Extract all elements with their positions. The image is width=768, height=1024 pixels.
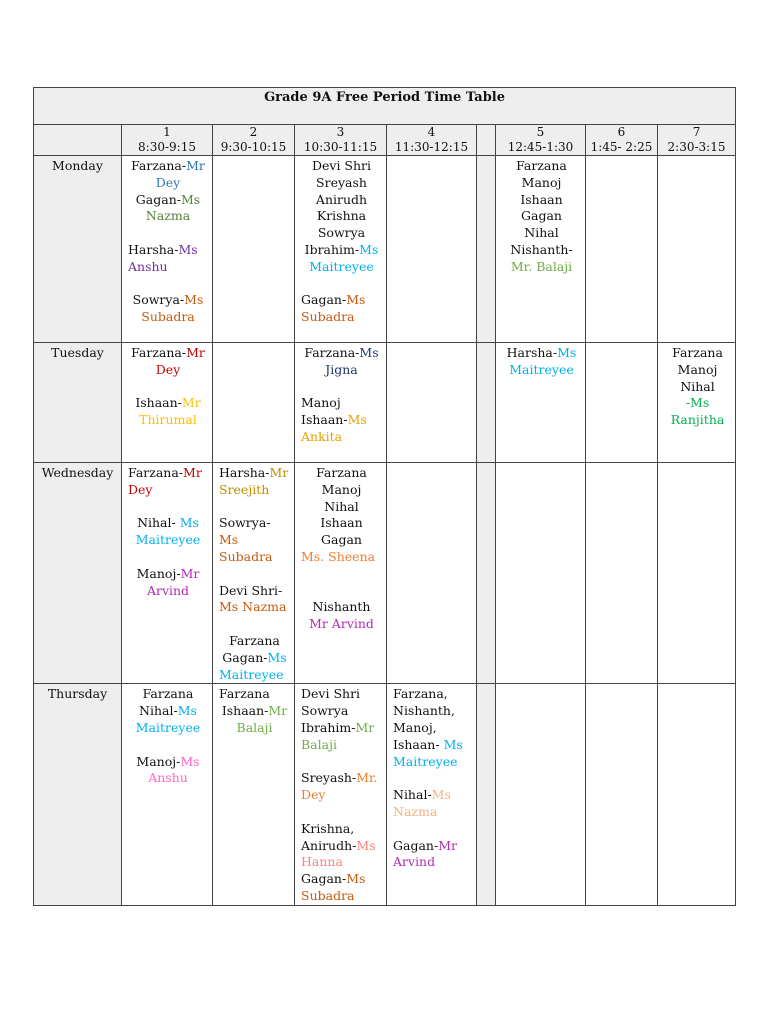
cell-monday-p7 bbox=[658, 156, 736, 343]
entry-line: Sowrya- bbox=[219, 515, 271, 531]
teacher-name: Anshu bbox=[148, 770, 188, 786]
entry-line bbox=[301, 787, 382, 804]
teacher-name: Maitreyee bbox=[309, 258, 374, 274]
teacher-name: Maitreyee bbox=[219, 666, 284, 682]
entry-line bbox=[502, 242, 581, 259]
cell-wednesday-p2 bbox=[213, 463, 295, 684]
student-name: Farzana bbox=[304, 345, 356, 360]
teacher-name: Ms bbox=[443, 736, 463, 752]
teacher-name: Subadra bbox=[301, 309, 355, 325]
day-label-monday: Monday bbox=[34, 156, 122, 343]
teacher-name: Ms bbox=[431, 787, 451, 803]
day-label-thursday: Thursday bbox=[34, 684, 122, 905]
entry-line bbox=[128, 566, 208, 583]
entry-line bbox=[301, 345, 382, 362]
entry-line: Anirudh bbox=[315, 191, 368, 207]
entry-line: Nihal bbox=[680, 378, 715, 394]
cell-thursday-p7 bbox=[658, 684, 736, 905]
student-name: Gagan bbox=[301, 871, 342, 887]
entry-line: Farzana bbox=[316, 465, 367, 480]
entry-line bbox=[128, 532, 208, 549]
period-header-text: 2 bbox=[249, 125, 258, 139]
student-name: - bbox=[181, 158, 187, 173]
entry-line: Nihal bbox=[324, 498, 359, 514]
period-header-row bbox=[34, 125, 736, 156]
teacher-name: -Ms bbox=[685, 395, 710, 411]
student-name: Ishaan bbox=[221, 703, 265, 719]
entry-line bbox=[301, 838, 382, 855]
entry-line bbox=[128, 583, 208, 600]
cell-wednesday-p5 bbox=[496, 463, 586, 684]
student-name: - bbox=[351, 719, 356, 735]
period-header-text: 2:30-3:15 bbox=[667, 140, 726, 154]
row-monday bbox=[34, 156, 736, 343]
entry-line bbox=[393, 737, 472, 754]
cell-monday-p6 bbox=[586, 156, 658, 343]
blank-line bbox=[301, 754, 382, 771]
entry-line: Sreyash bbox=[316, 174, 367, 190]
teacher-name: Balaji bbox=[236, 719, 273, 735]
teacher-name: Mr bbox=[186, 345, 205, 360]
student-name: - bbox=[341, 292, 347, 308]
entry-line bbox=[128, 292, 208, 309]
entry-line bbox=[128, 412, 208, 429]
cell-monday-p4 bbox=[387, 156, 477, 343]
entry-line bbox=[301, 720, 382, 737]
entry-line bbox=[393, 838, 472, 855]
period-header-text: 9:30-10:15 bbox=[220, 140, 287, 154]
entry-line: Sowrya bbox=[317, 225, 366, 241]
entry-line bbox=[128, 192, 208, 209]
entry-line bbox=[219, 465, 290, 482]
entry-line: Nishanth, bbox=[393, 703, 455, 719]
entry-line bbox=[664, 395, 731, 412]
teacher-name: Anshu bbox=[128, 258, 168, 274]
entry-line bbox=[128, 175, 208, 192]
entry-line bbox=[219, 650, 290, 667]
cell-thursday-p5 bbox=[496, 684, 586, 905]
entry-line bbox=[128, 208, 208, 225]
teacher-name: Dey bbox=[155, 174, 181, 190]
teacher-name: Mr bbox=[268, 703, 288, 719]
teacher-name: Maitreyee bbox=[509, 361, 574, 377]
cell-wednesday-p4 bbox=[387, 463, 477, 684]
teacher-name: Ms bbox=[347, 412, 367, 428]
entry-line bbox=[128, 703, 208, 720]
cell-monday-p2 bbox=[213, 156, 295, 343]
student-name: Ibrahim bbox=[301, 719, 352, 735]
period-header-4 bbox=[387, 125, 477, 156]
teacher-name: Ankita bbox=[301, 428, 343, 444]
entry-line bbox=[128, 465, 208, 482]
student-name: Gagan bbox=[135, 191, 177, 207]
student-name: - bbox=[179, 292, 185, 308]
entry-line bbox=[128, 309, 208, 326]
teacher-name: Ms bbox=[359, 345, 379, 360]
entry-line: Manoj, bbox=[393, 719, 437, 735]
cell-thursday-p6 bbox=[586, 684, 658, 905]
teacher-name: Ms bbox=[346, 871, 366, 887]
teacher-name: Mr bbox=[186, 158, 205, 173]
entry-line: Devi Shri bbox=[301, 686, 361, 702]
teacher-name: Subadra bbox=[301, 887, 355, 903]
timetable bbox=[33, 87, 736, 906]
entry-line: Nihal bbox=[524, 225, 559, 241]
timetable-title: Grade 9A Free Period Time Table bbox=[34, 88, 736, 125]
teacher-name: Ms. Sheena bbox=[301, 548, 376, 564]
teacher-name: Jigna bbox=[325, 361, 358, 377]
cell-tuesday-p4 bbox=[387, 343, 477, 463]
student-name: Nihal- bbox=[137, 515, 180, 531]
blank-line bbox=[128, 499, 208, 516]
teacher-name: Ms bbox=[557, 345, 577, 360]
teacher-name: Nazma bbox=[393, 803, 438, 819]
corner-cell bbox=[34, 125, 122, 156]
student-name: - bbox=[552, 345, 558, 360]
student-name: Sreyash bbox=[301, 770, 352, 786]
cell-tuesday-p7 bbox=[658, 343, 736, 463]
entry-line bbox=[393, 804, 472, 821]
period-header-3 bbox=[295, 125, 387, 156]
student-name: - bbox=[177, 395, 182, 411]
period-header-text: 8:30-9:15 bbox=[138, 140, 196, 154]
student-name: Farzana bbox=[131, 158, 182, 173]
day-label-tuesday: Tuesday bbox=[34, 343, 122, 463]
blank-line bbox=[301, 583, 382, 600]
cell-tuesday-p3 bbox=[295, 343, 387, 463]
blank-line bbox=[301, 566, 382, 583]
period-header-7 bbox=[658, 125, 736, 156]
blank-line bbox=[301, 379, 382, 396]
entry-line: Farzana bbox=[516, 158, 567, 173]
cell-wednesday-p3 bbox=[295, 463, 387, 684]
teacher-name: Subadra bbox=[141, 309, 195, 325]
student-name: - bbox=[264, 703, 269, 719]
teacher-name: Ms bbox=[177, 703, 197, 719]
teacher-name: Maitreyee bbox=[135, 532, 201, 548]
period-header-text: 6 bbox=[617, 125, 626, 139]
entry-line bbox=[219, 532, 290, 549]
teacher-name: Mr bbox=[438, 837, 457, 853]
teacher-name: Dey bbox=[301, 787, 326, 803]
entry-line: Manoj bbox=[301, 395, 341, 411]
teacher-name: Ms bbox=[179, 515, 199, 531]
student-name: Farzana bbox=[128, 465, 179, 480]
entry-line bbox=[219, 667, 290, 684]
entry-line: Manoj bbox=[521, 174, 562, 190]
cell-thursday-p4 bbox=[387, 684, 477, 905]
entry-line bbox=[301, 737, 382, 754]
period-header-text: 3 bbox=[336, 125, 345, 139]
teacher-name: Maitreyee bbox=[393, 753, 458, 769]
entry-line bbox=[301, 888, 382, 905]
student-name: Ibrahim bbox=[304, 241, 355, 257]
teacher-name: Mr bbox=[183, 465, 202, 480]
teacher-name: Ms bbox=[180, 753, 200, 769]
lunch-gap bbox=[477, 125, 496, 156]
entry-line bbox=[301, 362, 382, 379]
entry-line bbox=[128, 345, 208, 362]
entry-line: Farzana bbox=[229, 632, 280, 648]
entry-line bbox=[128, 515, 208, 532]
student-name: Anirudh bbox=[301, 837, 353, 853]
entry-line: Devi Shri- bbox=[219, 582, 283, 598]
entry-line bbox=[393, 754, 472, 771]
entry-line bbox=[219, 549, 290, 566]
student-name: - bbox=[568, 241, 573, 257]
teacher-name: Thirumal bbox=[139, 412, 197, 428]
entry-line: Gagan bbox=[521, 208, 562, 224]
blank-line bbox=[301, 804, 382, 821]
period-header-6 bbox=[586, 125, 658, 156]
teacher-name: Balaji bbox=[301, 736, 337, 752]
row-tuesday bbox=[34, 343, 736, 463]
period-header-text: 1 bbox=[163, 125, 171, 139]
lunch-gap bbox=[477, 463, 496, 684]
teacher-name: Ranjitha bbox=[670, 412, 725, 428]
period-header-text: 5 bbox=[536, 125, 545, 139]
entry-line bbox=[128, 362, 208, 379]
entry-line bbox=[301, 549, 382, 566]
entry-line bbox=[128, 754, 208, 771]
entry-line: Ishaan bbox=[320, 515, 363, 531]
cell-wednesday-p6 bbox=[586, 463, 658, 684]
cell-wednesday-p1 bbox=[122, 463, 213, 684]
teacher-name: Dey bbox=[128, 481, 153, 497]
entry-line bbox=[128, 770, 208, 787]
blank-line bbox=[128, 737, 208, 754]
entry-line bbox=[301, 854, 382, 871]
entry-line bbox=[502, 259, 581, 276]
student-name: - bbox=[341, 871, 347, 887]
blank-line bbox=[128, 276, 208, 293]
day-label-wednesday: Wednesday bbox=[34, 463, 122, 684]
blank-line bbox=[128, 379, 208, 396]
student-name: Ishaan- bbox=[393, 736, 444, 752]
teacher-name: Ms bbox=[359, 241, 379, 257]
entry-line bbox=[219, 720, 290, 737]
student-name: - bbox=[354, 241, 360, 257]
period-header-2 bbox=[213, 125, 295, 156]
entry-line bbox=[502, 362, 581, 379]
entry-line bbox=[502, 345, 581, 362]
cell-tuesday-p6 bbox=[586, 343, 658, 463]
teacher-name: Subadra bbox=[219, 548, 273, 564]
teacher-name: Dey bbox=[155, 361, 181, 377]
cell-thursday-p1 bbox=[122, 684, 213, 905]
cell-wednesday-p7 bbox=[658, 463, 736, 684]
entry-line bbox=[301, 259, 382, 276]
teacher-name: Mr Arvind bbox=[309, 616, 374, 632]
entry-line bbox=[128, 482, 208, 499]
student-name: - bbox=[176, 565, 181, 581]
teacher-name: Nazma bbox=[145, 208, 191, 224]
entry-line: Farzana bbox=[672, 345, 723, 360]
entry-line bbox=[301, 770, 382, 787]
teacher-name: Ms bbox=[346, 292, 366, 308]
entry-line bbox=[219, 703, 290, 720]
period-header-1 bbox=[122, 125, 213, 156]
teacher-name: Mr. Balaji bbox=[510, 258, 573, 274]
teacher-name: Ms bbox=[267, 649, 287, 665]
student-name: Farzana bbox=[131, 345, 182, 360]
blank-line bbox=[393, 770, 472, 787]
student-name: - bbox=[173, 703, 178, 719]
cell-tuesday-p2 bbox=[213, 343, 295, 463]
student-name: Gagan bbox=[393, 837, 434, 853]
blank-line bbox=[219, 616, 290, 633]
lunch-gap bbox=[477, 156, 496, 343]
entry-line bbox=[128, 395, 208, 412]
entry-line bbox=[301, 871, 382, 888]
entry-line: Gagan bbox=[321, 532, 362, 548]
period-header-text: 4 bbox=[427, 125, 436, 139]
teacher-name: Ms bbox=[178, 241, 198, 257]
blank-line bbox=[393, 821, 472, 838]
student-name: Harsha bbox=[219, 465, 266, 480]
entry-line: Farzana bbox=[219, 686, 270, 702]
cell-tuesday-p1 bbox=[122, 343, 213, 463]
entry-line bbox=[128, 158, 208, 175]
teacher-name: Mr bbox=[180, 565, 200, 581]
period-header-text: 7 bbox=[692, 125, 701, 139]
student-name: Manoj bbox=[136, 753, 177, 769]
period-header-text: 10:30-11:15 bbox=[303, 140, 378, 154]
teacher-name: Hanna bbox=[301, 854, 343, 870]
student-name: - bbox=[265, 465, 270, 480]
row-thursday bbox=[34, 684, 736, 905]
entry-line bbox=[301, 616, 382, 633]
cell-monday-p1 bbox=[122, 156, 213, 343]
entry-line bbox=[393, 854, 472, 871]
lunch-gap bbox=[477, 343, 496, 463]
student-name: Nishanth bbox=[510, 241, 569, 257]
student-name: Gagan bbox=[222, 649, 264, 665]
student-name: Harsha bbox=[506, 345, 553, 360]
teacher-name: Mr bbox=[269, 465, 289, 480]
teacher-name: Mr. bbox=[356, 770, 378, 786]
teacher-name: Ms bbox=[356, 837, 376, 853]
student-name: - bbox=[176, 753, 181, 769]
cell-tuesday-p5 bbox=[496, 343, 586, 463]
cell-thursday-p3 bbox=[295, 684, 387, 905]
entry-line bbox=[128, 242, 208, 259]
cell-monday-p3 bbox=[295, 156, 387, 343]
blank-line bbox=[128, 549, 208, 566]
entry-line: Krishna bbox=[316, 208, 367, 224]
student-name: - bbox=[174, 241, 179, 257]
student-name: - bbox=[263, 649, 268, 665]
entry-line bbox=[664, 412, 731, 429]
entry-line: Farzana, bbox=[393, 686, 448, 702]
teacher-name: Arvind bbox=[146, 582, 190, 598]
teacher-name: Ms bbox=[180, 191, 201, 207]
lunch-gap bbox=[477, 684, 496, 905]
student-name: - bbox=[433, 837, 439, 853]
entry-line bbox=[301, 309, 382, 326]
student-name: - bbox=[352, 837, 357, 853]
entry-line bbox=[128, 259, 208, 276]
student-name: - bbox=[351, 770, 357, 786]
teacher-name: Ms bbox=[184, 292, 204, 308]
student-name: Manoj bbox=[136, 565, 177, 581]
student-name: Harsha bbox=[128, 241, 175, 257]
entry-line: Nishanth bbox=[312, 599, 371, 615]
student-name: Gagan bbox=[301, 292, 342, 308]
blank-line bbox=[219, 566, 290, 583]
entry-line: Ishaan bbox=[520, 191, 563, 207]
blank-line bbox=[128, 225, 208, 242]
entry-line: Farzana bbox=[142, 686, 194, 702]
entry-line: Krishna, bbox=[301, 820, 355, 836]
period-header-text: 11:30-12:15 bbox=[394, 140, 469, 154]
entry-line bbox=[301, 292, 382, 309]
student-name: Ishaan bbox=[301, 412, 344, 428]
student-name: - bbox=[343, 412, 348, 428]
cell-thursday-p2 bbox=[213, 684, 295, 905]
student-name: - bbox=[176, 191, 181, 207]
blank-line bbox=[219, 499, 290, 516]
entry-line bbox=[301, 412, 382, 429]
student-name: - bbox=[427, 787, 432, 803]
period-header-text: 12:45-1:30 bbox=[507, 140, 574, 154]
entry-line bbox=[219, 599, 290, 616]
teacher-name: Sreejith bbox=[219, 481, 270, 497]
student-name: - bbox=[178, 465, 184, 480]
period-header-text: 1:45- 2:25 bbox=[590, 140, 653, 154]
teacher-name: Mr bbox=[355, 719, 375, 735]
entry-line bbox=[393, 787, 472, 804]
student-name: - bbox=[355, 345, 360, 360]
period-header-5 bbox=[496, 125, 586, 156]
student-name: Nihal bbox=[139, 703, 174, 719]
entry-line bbox=[301, 429, 382, 446]
entry-line: Manoj bbox=[321, 481, 362, 497]
teacher-name: Ms bbox=[219, 532, 239, 548]
entry-line: Sowrya bbox=[301, 703, 349, 719]
student-name: Ishaan bbox=[135, 395, 178, 411]
blank-line bbox=[301, 276, 382, 293]
entry-line bbox=[219, 482, 290, 499]
entry-line: Devi Shri bbox=[311, 158, 372, 173]
teacher-name: Maitreyee bbox=[135, 719, 201, 735]
cell-monday-p5 bbox=[496, 156, 586, 343]
teacher-name: Arvind bbox=[393, 854, 436, 870]
entry-line: Manoj bbox=[677, 361, 718, 377]
student-name: Nihal bbox=[393, 787, 428, 803]
row-wednesday bbox=[34, 463, 736, 684]
entry-line bbox=[128, 720, 208, 737]
student-name: Sowrya bbox=[132, 292, 180, 308]
student-name: - bbox=[181, 345, 187, 360]
entry-line bbox=[301, 242, 382, 259]
teacher-name: Ms Nazma bbox=[219, 599, 287, 615]
teacher-name: Mr bbox=[181, 395, 201, 411]
